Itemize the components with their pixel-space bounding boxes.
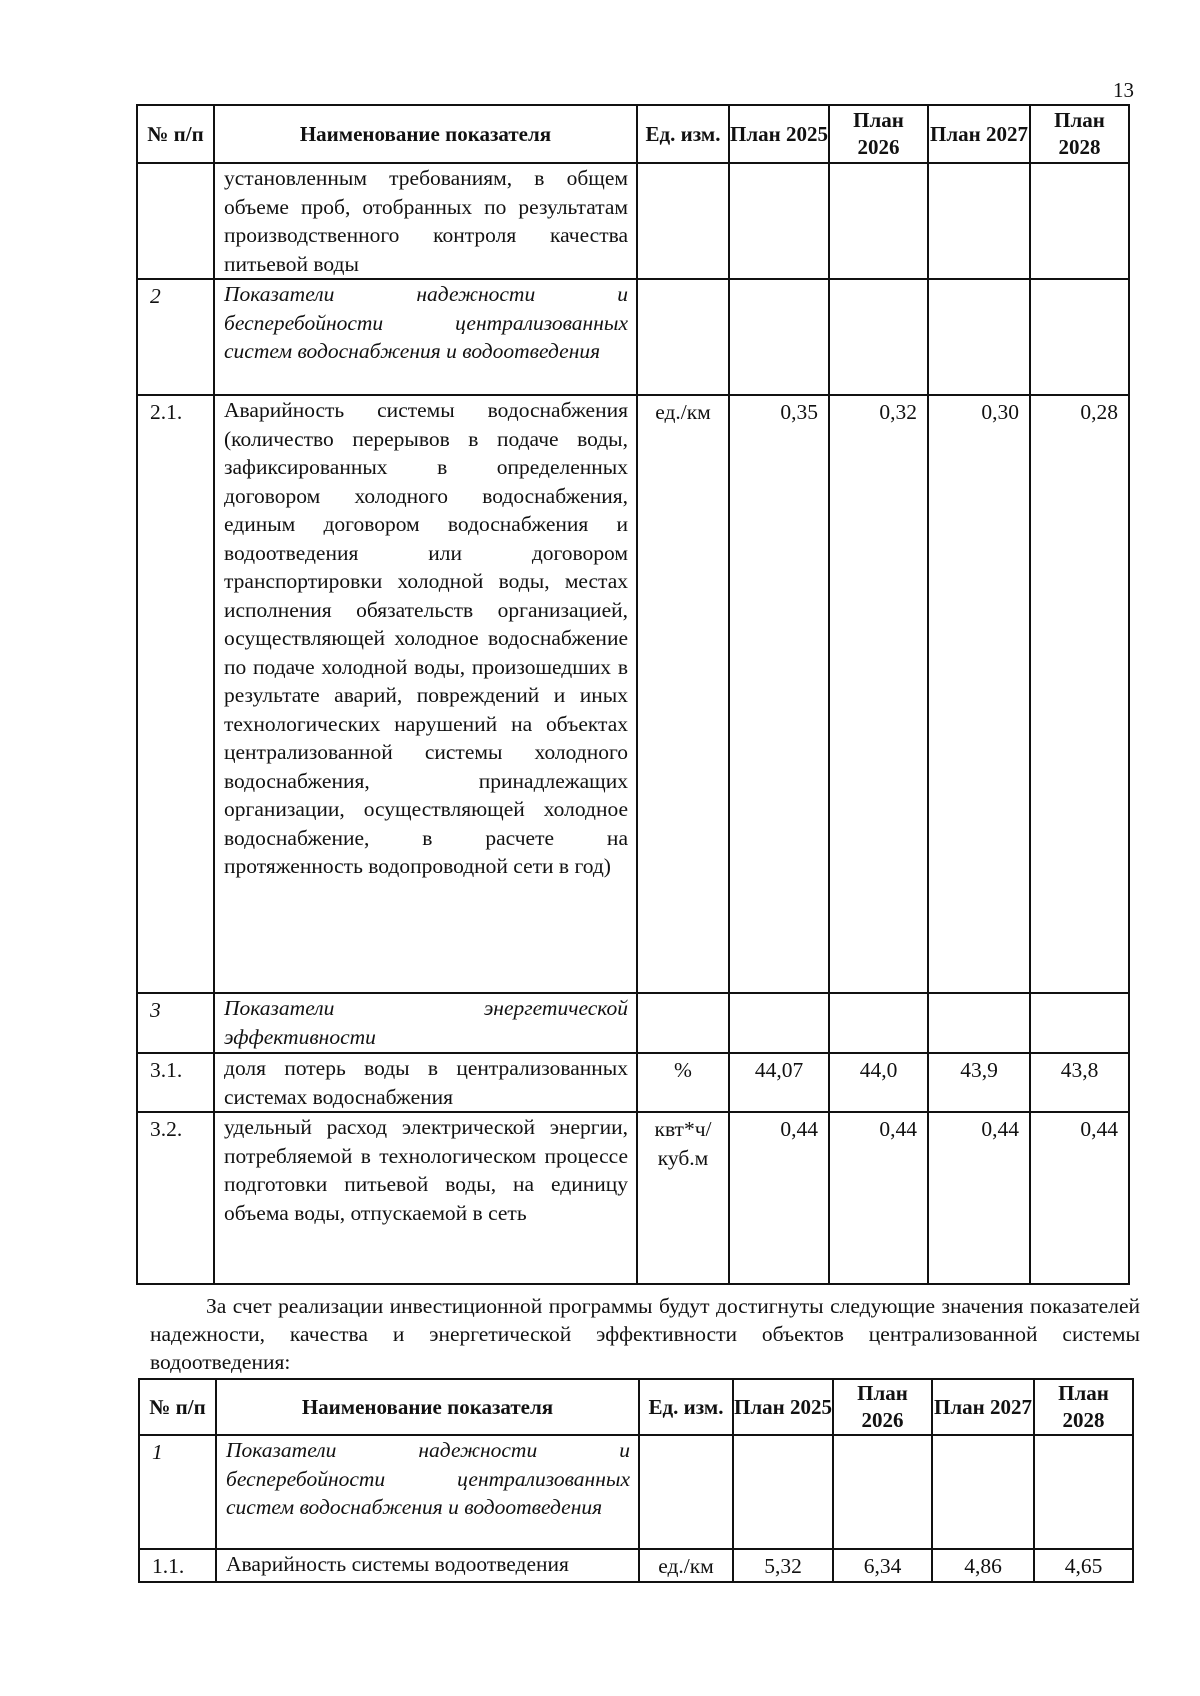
row-plan-2025 [733, 1435, 833, 1549]
page-number: 13 [1113, 78, 1134, 102]
row-plan-2028 [1030, 163, 1129, 279]
row-num [137, 163, 214, 279]
row-plan-2025 [729, 163, 829, 279]
row-name: установленным требованиям, в общем объеме проб, отобранных по результатам производственного контроля качества питьевой воды [214, 163, 637, 279]
row-plan-2028: 0,28 [1030, 395, 1129, 993]
table-row [137, 1112, 1129, 1284]
row-num: 2 [137, 279, 214, 395]
col-header-plan-2025: План 2025 [729, 105, 829, 163]
row-plan-2026: 44,0 [829, 1053, 928, 1112]
col-header-plan-2027: План 2027 [932, 1379, 1034, 1435]
table-row [137, 993, 1129, 1053]
row-plan-2028: 4,65 [1034, 1549, 1133, 1582]
row-plan-2028 [1030, 993, 1129, 1053]
row-num: 2.1. [137, 395, 214, 993]
row-unit [637, 163, 729, 279]
col-header-num: № п/п [137, 105, 214, 163]
row-plan-2026 [829, 993, 928, 1053]
row-name: Аварийность системы водоснабжения (количество перерывов в подаче воды, зафиксированных в определенных договором холодного водоснабжения, единым договором водоснабжения и водоотведения или договором транспортировки холодной воды, местах исполнения обязательств организацией, осуществляющей холодное водоснабжение по подаче холодной воды, произошедших в результате аварий, повреждений и иных технологических нарушений на объектах централизованной системы холодного водоснабжения, принадлежащих организации, осуществляющей холодное водоснабжение, в расчете на протяженность водопроводной сети в год) [214, 395, 637, 993]
row-plan-2027: 0,44 [928, 1112, 1030, 1284]
row-unit: ед./км [639, 1549, 733, 1582]
row-name: удельный расход электрической энергии, потребляемой в технологическом процессе подготовки питьевой воды, на единицу объема воды, отпускаемой в сеть [214, 1112, 637, 1284]
col-header-plan-2027: План 2027 [928, 105, 1030, 163]
row-plan-2027: 43,9 [928, 1053, 1030, 1112]
row-unit [637, 993, 729, 1053]
table-header-row [139, 1379, 1133, 1435]
row-plan-2025: 0,35 [729, 395, 829, 993]
row-name: Показатели энергетической эффективности [214, 993, 637, 1053]
col-header-plan-2028: План 2028 [1034, 1379, 1133, 1435]
row-num: 1.1. [139, 1549, 216, 1582]
col-header-plan-2025: План 2025 [733, 1379, 833, 1435]
row-name: Показатели надежности и бесперебойности централизованных систем водоснабжения и водоотведения [216, 1435, 639, 1549]
row-unit: % [637, 1053, 729, 1112]
row-unit [637, 279, 729, 395]
row-name: Аварийность системы водоотведения [216, 1549, 639, 1582]
row-name: доля потерь воды в централизованных системах водоснабжения [214, 1053, 637, 1112]
table-row [137, 163, 1129, 279]
row-plan-2028: 0,44 [1030, 1112, 1129, 1284]
row-plan-2027 [928, 163, 1030, 279]
indicators-table-wastewater [138, 1378, 1134, 1583]
row-name: Показатели надежности и бесперебойности централизованных систем водоснабжения и водоотведения [214, 279, 637, 395]
row-plan-2026: 0,44 [829, 1112, 928, 1284]
table-row [137, 395, 1129, 993]
row-plan-2026 [829, 279, 928, 395]
table-row [137, 279, 1129, 395]
row-plan-2025: 44,07 [729, 1053, 829, 1112]
table-row [137, 1053, 1129, 1112]
row-plan-2028 [1034, 1435, 1133, 1549]
row-plan-2026 [829, 163, 928, 279]
row-unit: квт*ч/ куб.м [637, 1112, 729, 1284]
indicators-table-water-supply [136, 104, 1130, 1285]
col-header-name: Наименование показателя [216, 1379, 639, 1435]
row-plan-2027: 4,86 [932, 1549, 1034, 1582]
row-plan-2028 [1030, 279, 1129, 395]
row-unit: ед./км [637, 395, 729, 993]
row-plan-2027 [928, 993, 1030, 1053]
table-row [139, 1435, 1133, 1549]
col-header-num: № п/п [139, 1379, 216, 1435]
col-header-name: Наименование показателя [214, 105, 637, 163]
row-plan-2025 [729, 993, 829, 1053]
row-plan-2027: 0,30 [928, 395, 1030, 993]
row-plan-2026: 6,34 [833, 1549, 932, 1582]
row-plan-2028: 43,8 [1030, 1053, 1129, 1112]
row-plan-2026 [833, 1435, 932, 1549]
row-plan-2025: 0,44 [729, 1112, 829, 1284]
body-paragraph: За счет реализации инвестиционной программы будут достигнуты следующие значения показателей надежности, качества и энергетической эффективности объектов централизованной системы водоотведения: [150, 1294, 1140, 1374]
row-num: 3.1. [137, 1053, 214, 1112]
row-num: 1 [139, 1435, 216, 1549]
row-plan-2026: 0,32 [829, 395, 928, 993]
col-header-plan-2026: План 2026 [833, 1379, 932, 1435]
row-plan-2025 [729, 279, 829, 395]
col-header-unit: Ед. изм. [639, 1379, 733, 1435]
col-header-plan-2028: План 2028 [1030, 105, 1129, 163]
col-header-unit: Ед. изм. [637, 105, 729, 163]
table-header-row [137, 105, 1129, 163]
row-plan-2025: 5,32 [733, 1549, 833, 1582]
row-plan-2027 [932, 1435, 1034, 1549]
row-num: 3 [137, 993, 214, 1053]
col-header-plan-2026: План 2026 [829, 105, 928, 163]
row-num: 3.2. [137, 1112, 214, 1284]
row-unit [639, 1435, 733, 1549]
table-row [139, 1549, 1133, 1582]
row-plan-2027 [928, 279, 1030, 395]
